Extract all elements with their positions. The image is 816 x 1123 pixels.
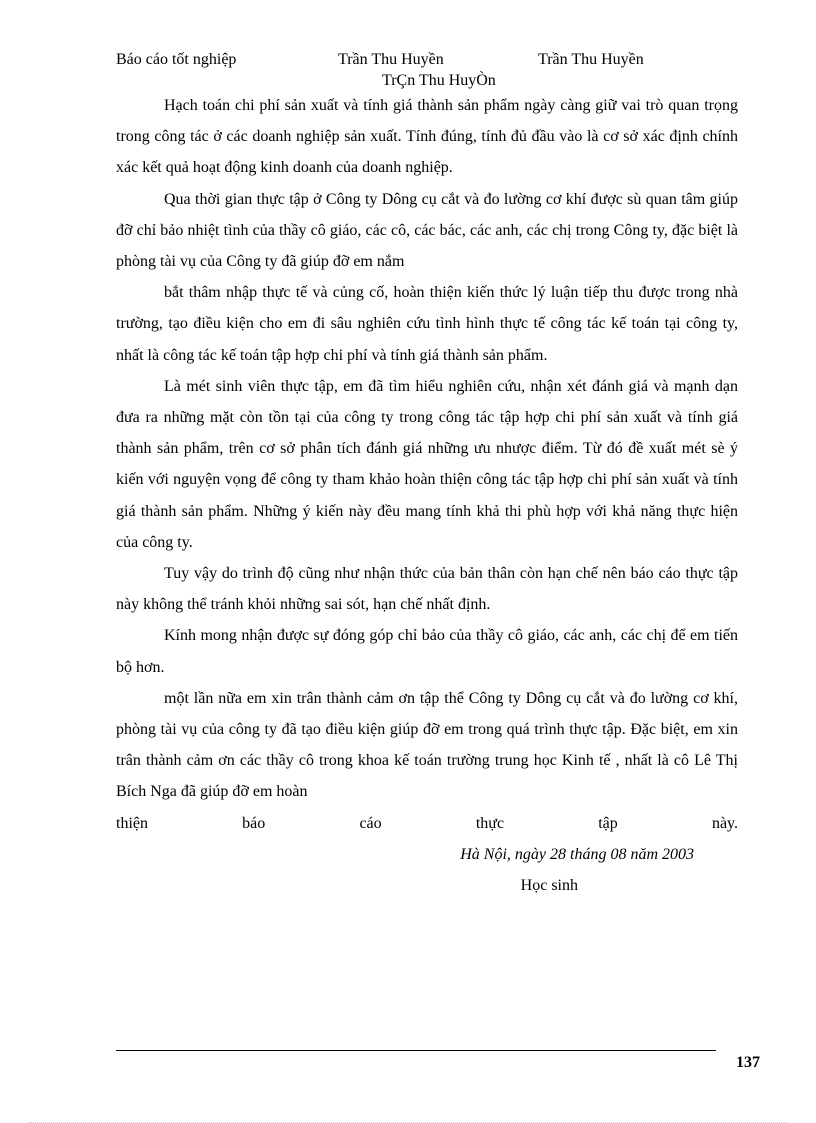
closing-date: Hà Nội, ngày 28 tháng 08 năm 2003 xyxy=(460,845,694,863)
body-text xyxy=(116,90,738,901)
paragraph-thanks: một lần nữa em xin trân thành cảm ơn tập thể Công ty Dông cụ cắt và đo lường cơ khí, phòng tài vụ của công ty đã tạo điều kiện giúp đỡ em trong quá trình thực tập. Đặc biệt, em xin trân thành cảm ơn các thầy cô trong khoa kế toán trường trung học Kinh tế , nhất là cô Lê Thị Bích Nga đã giúp đỡ em hoàn xyxy=(116,689,738,801)
paragraph-intro: Hạch toán chi phí sản xuất và tính giá thành sản phẩm ngày càng giữ vai trò quan trọng trong công tác ở các doanh nghiệp sản xuất. Tính đúng, tính đủ đầu vào là cơ sở xác định chính xác kết quả hoạt động kinh doanh của doanh nghiệp. xyxy=(116,97,738,177)
paragraph-limitations: Tuy vậy do trình độ cũng như nhận thức của bản thân còn hạn chế nên báo cáo thực tập này không thể tránh khỏi những sai sót, hạn chế nhất định. xyxy=(116,565,738,614)
paragraph-student-role: Là mét sinh viên thực tập, em đã tìm hiểu nghiên cứu, nhận xét đánh giá và mạnh dạn đưa ra những mặt còn tồn tại của công ty trong công tác tập hợp chi phí sản xuất và tính giá thành sản phẩm, trên cơ sở phân tích đánh giá những ưu nhược điểm. Từ đó đề xuất mét sè ý kiến với nguyện vọng để công ty tham khảo hoàn thiện công tác tập hợp chi phí sản xuất và tính giá thành sản phẩm. Những ý kiến này đều mang tính khả thi phù hợp với khả năng thực hiện của công ty. xyxy=(116,377,738,551)
paragraph-internship: Qua thời gian thực tập ở Công ty Dông cụ cắt và đo lường cơ khí được sù quan tâm giúp đỡ chỉ bảo nhiệt tình của thầy cô giáo, các cô, các bác, các anh, các chị trong Công ty, đặc biệt là phòng tài vụ của Công ty đã giúp đỡ em nắm xyxy=(116,190,738,271)
header-report-title: Báo cáo tốt nghiệp xyxy=(116,51,237,68)
page-number: 137 xyxy=(736,1054,760,1071)
header-author-name: Trần Thu Huyền xyxy=(338,51,444,68)
footer-divider xyxy=(116,1050,716,1051)
paragraph-internship-continued: bắt thâm nhập thực tế và củng cố, hoàn thiện kiến thức lý luận tiếp thu được trong nhà trường, tạo điều kiện cho em đi sâu nghiên cứu tình hình thực tế công tác kế toán tại công ty, nhất là công tác kế toán tập hợp chi phí và tính giá thành sản phẩm. xyxy=(116,284,738,364)
paragraph-thanks-last-line: thiện báo cáo thực tập này. xyxy=(116,814,738,832)
closing-signer: Học sinh xyxy=(520,877,578,895)
header-author-name-garbled: TrÇn Thu HuyÒn xyxy=(382,72,496,89)
header-author-name-repeat: Trần Thu Huyền xyxy=(538,51,644,68)
paragraph-request: Kính mong nhận được sự đóng góp chỉ bảo của thầy cô giáo, các anh, các chị để em tiến bộ hơn. xyxy=(116,627,738,676)
